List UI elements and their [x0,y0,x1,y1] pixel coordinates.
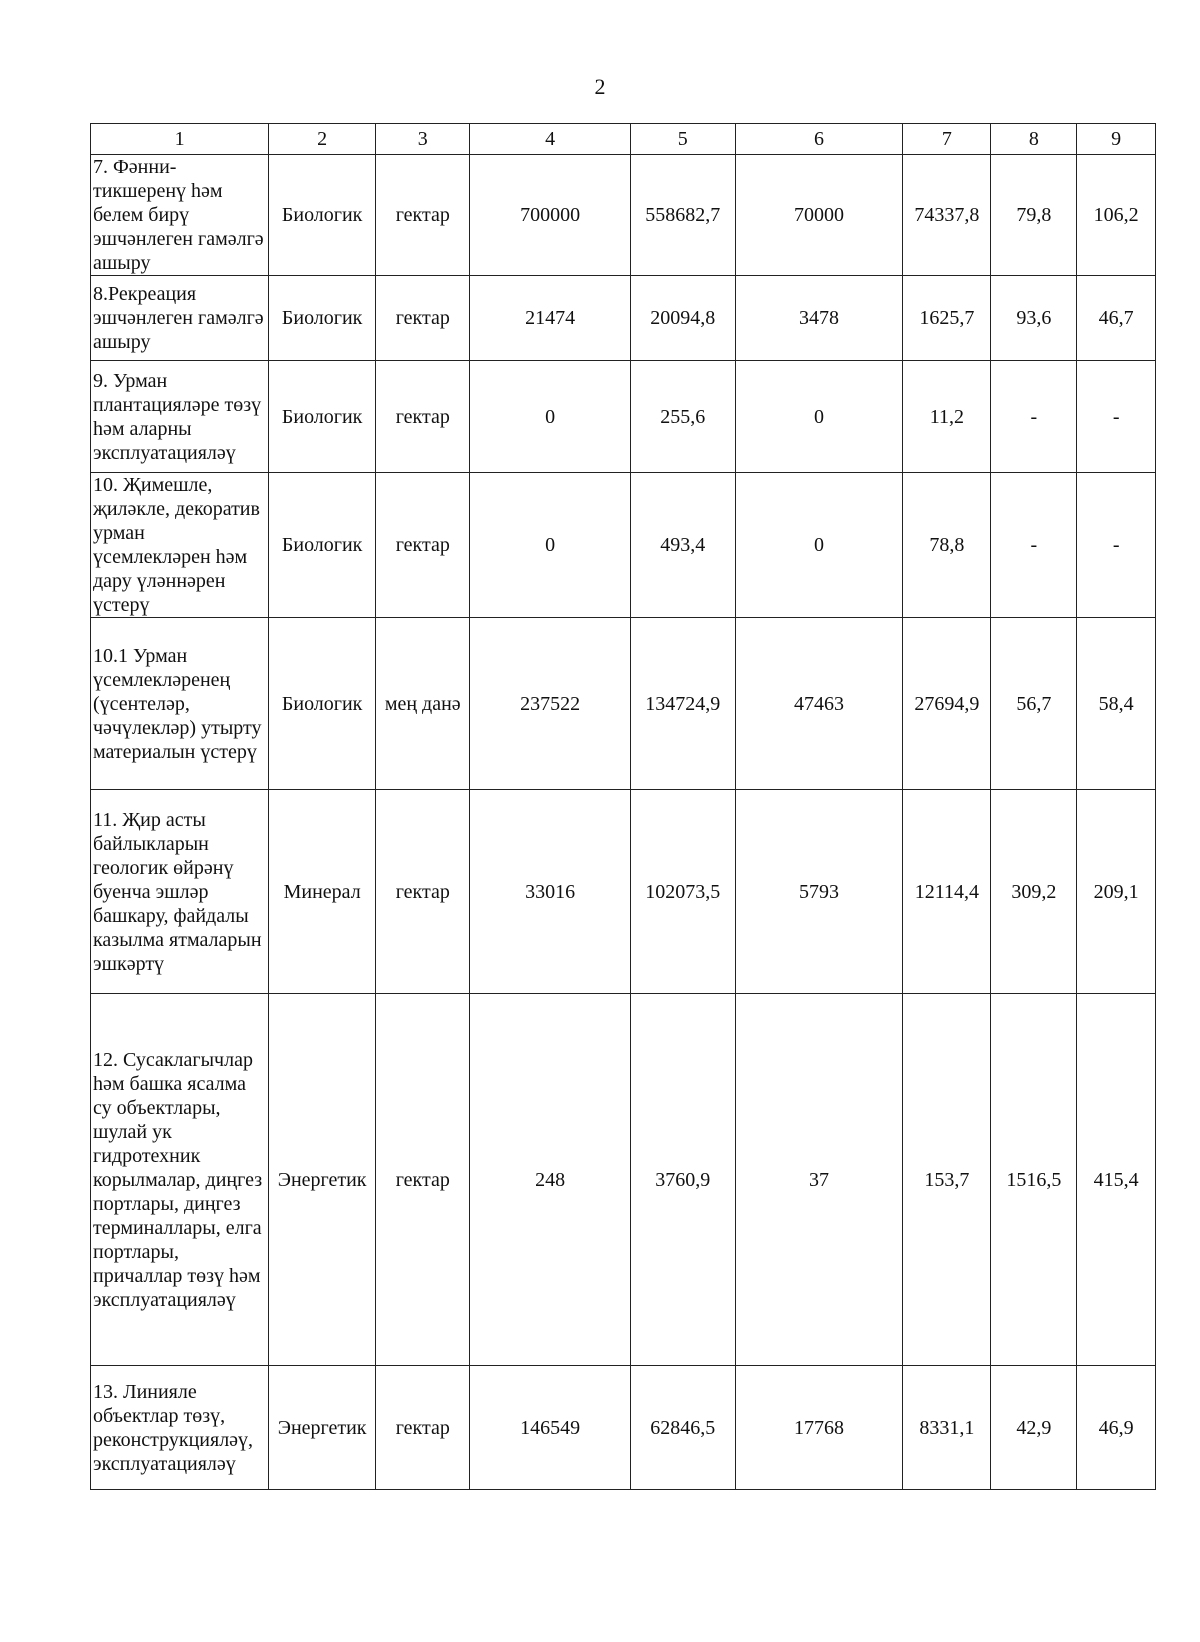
value-col-5: 102073,5 [630,790,735,994]
unit: мең данә [376,618,470,790]
page-number: 2 [594,74,606,99]
value-col-7: 1625,7 [903,276,991,361]
value-col-8: 1516,5 [991,994,1077,1366]
table-row [91,155,1156,276]
resource-type: Биологик [269,155,376,276]
activity-name: 12. Сусаклагычлар һәм башка ясалма су объектлары, шулай ук гидротехник корылмалар, диңгез портлары, диңгез терминаллары, елга портлары, причаллар төзү һәм эксплуатацияләү [91,994,269,1366]
activity-name: 9. Урман плантацияләре төзү һәм аларны эксплуатацияләү [91,361,269,473]
value-col-5: 255,6 [630,361,735,473]
value-col-8: - [991,361,1077,473]
activity-name: 10.1 Урман үсемлекләренең (үсентеләр, чәчүлекләр) утырту материалын үстерү [91,618,269,790]
resource-type: Биологик [269,361,376,473]
value-col-9: - [1077,361,1156,473]
resource-type: Биологик [269,276,376,361]
value-col-9: 209,1 [1077,790,1156,994]
value-col-4: 0 [470,473,630,618]
value-col-4: 700000 [470,155,630,276]
header-cell: 4 [470,124,630,155]
resource-type: Биологик [269,618,376,790]
value-col-6: 5793 [735,790,903,994]
value-col-6: 37 [735,994,903,1366]
resource-type: Энергетик [269,994,376,1366]
value-col-9: 46,9 [1077,1366,1156,1490]
header-cell: 2 [269,124,376,155]
value-col-6: 3478 [735,276,903,361]
value-col-6: 47463 [735,618,903,790]
value-col-8: 56,7 [991,618,1077,790]
unit: гектар [376,1366,470,1490]
value-col-8: 79,8 [991,155,1077,276]
value-col-7: 12114,4 [903,790,991,994]
value-col-4: 33016 [470,790,630,994]
value-col-5: 62846,5 [630,1366,735,1490]
value-col-9: 58,4 [1077,618,1156,790]
value-col-5: 493,4 [630,473,735,618]
value-col-9: - [1077,473,1156,618]
table-row [91,1366,1156,1490]
header-row [91,124,1156,155]
value-col-6: 17768 [735,1366,903,1490]
activity-name: 8.Рекреация эшчәнлеген гамәлгә ашыру [91,276,269,361]
header-cell: 5 [630,124,735,155]
value-col-8: 309,2 [991,790,1077,994]
value-col-5: 3760,9 [630,994,735,1366]
activity-name: 10. Җимешле, җиләкле, декоратив урман үсемлекләрен һәм дару үләннәрен үстерү [91,473,269,618]
value-col-9: 415,4 [1077,994,1156,1366]
unit: гектар [376,994,470,1366]
unit: гектар [376,155,470,276]
value-col-6: 0 [735,473,903,618]
table-row [91,473,1156,618]
value-col-5: 558682,7 [630,155,735,276]
value-col-7: 8331,1 [903,1366,991,1490]
data-table [90,123,1156,1490]
value-col-7: 11,2 [903,361,991,473]
value-col-9: 46,7 [1077,276,1156,361]
header-cell: 7 [903,124,991,155]
resource-type: Минерал [269,790,376,994]
unit: гектар [376,361,470,473]
unit: гектар [376,790,470,994]
activity-name: 7. Фәнни-тикшеренү һәм белем бирү эшчәнлеген гамәлгә ашыру [91,155,269,276]
value-col-4: 21474 [470,276,630,361]
value-col-8: 93,6 [991,276,1077,361]
header-cell: 3 [376,124,470,155]
value-col-7: 74337,8 [903,155,991,276]
table-row [91,361,1156,473]
header-cell: 8 [991,124,1077,155]
table-row [91,790,1156,994]
activity-name: 13. Линияле объектлар төзү, реконструкцияләү, эксплуатацияләү [91,1366,269,1490]
value-col-5: 134724,9 [630,618,735,790]
unit: гектар [376,473,470,618]
value-col-4: 248 [470,994,630,1366]
header-cell: 6 [735,124,903,155]
value-col-9: 106,2 [1077,155,1156,276]
table-row [91,618,1156,790]
value-col-4: 237522 [470,618,630,790]
value-col-4: 146549 [470,1366,630,1490]
resource-type: Биологик [269,473,376,618]
value-col-4: 0 [470,361,630,473]
value-col-7: 78,8 [903,473,991,618]
unit: гектар [376,276,470,361]
value-col-6: 70000 [735,155,903,276]
value-col-8: - [991,473,1077,618]
resource-type: Энергетик [269,1366,376,1490]
table-row [91,276,1156,361]
value-col-5: 20094,8 [630,276,735,361]
header-cell: 9 [1077,124,1156,155]
value-col-7: 153,7 [903,994,991,1366]
value-col-7: 27694,9 [903,618,991,790]
table-row [91,994,1156,1366]
value-col-8: 42,9 [991,1366,1077,1490]
value-col-6: 0 [735,361,903,473]
activity-name: 11. Җир асты байлыкларын геологик өйрәнү буенча эшләр башкару, файдалы казылма ятмаларын эшкәртү [91,790,269,994]
header-cell: 1 [91,124,269,155]
